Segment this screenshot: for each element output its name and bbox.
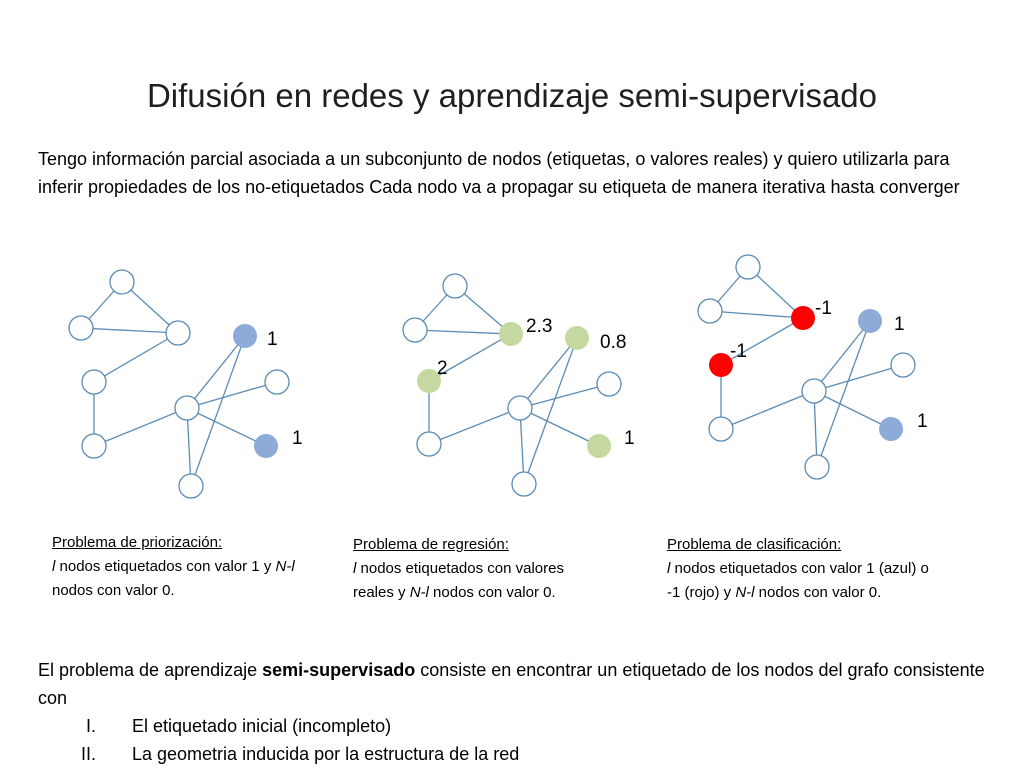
labeled-node-top-right: [233, 324, 257, 348]
graph-node: [82, 370, 106, 394]
graph-node: [709, 417, 733, 441]
node-label: 0.8: [600, 332, 627, 353]
graph-node: [417, 432, 441, 456]
caption-nl: N-l: [735, 584, 755, 601]
caption-text: nodos etiquetados con valor 1 (azul) o -1 (rojo) y: [667, 560, 929, 601]
caption-l: l: [667, 560, 671, 577]
graph-node: [736, 255, 760, 279]
caption-priorizacion: [52, 531, 297, 603]
graph-clasificacion: [690, 245, 950, 495]
list-item: [38, 712, 1018, 740]
intro-paragraph: Tengo información parcial asociada a un subconjunto de nodos (etiquetas, o valores reales) y quiero utilizarla para inferir propiedades de los no-etiquetados Cada nodo va a propagar su etiqueta de manera iterativa hasta converger: [38, 149, 960, 197]
graph-node: [891, 353, 915, 377]
labeled-node-top-right: [858, 309, 882, 333]
graph-node: [512, 472, 536, 496]
list-number: II.: [80, 744, 96, 764]
labeled-node-lower-right: [254, 434, 278, 458]
graph-node: [175, 396, 199, 420]
caption-text: nodos con valor 0.: [428, 584, 556, 601]
labeled-node-lower-right: [587, 434, 611, 458]
graph-node: [805, 455, 829, 479]
caption-title: Problema de regresión:: [353, 536, 509, 553]
graph-node: [698, 299, 722, 323]
list-number: I.: [85, 716, 96, 736]
caption-text: nodos etiquetados con valor 1 y: [55, 558, 276, 575]
node-label: 1: [917, 411, 928, 432]
node-label: 1: [624, 428, 635, 449]
caption-title: Problema de priorización:: [52, 534, 223, 551]
caption-text: nodos con valor 0.: [52, 582, 175, 599]
list-text: El etiquetado inicial (incompleto): [132, 716, 392, 736]
caption-nl: N-l: [409, 584, 429, 601]
graph-node: [110, 270, 134, 294]
conclusion: [38, 656, 1018, 768]
conclusion-text: El problema de aprendizaje: [38, 660, 263, 680]
labeled-node-triangle-right: [499, 322, 523, 346]
conclusion-paragraph: [38, 656, 1018, 712]
graph-priorizacion: [60, 260, 310, 510]
node-label: 1: [894, 314, 905, 335]
graph-node: [802, 379, 826, 403]
graph-node: [265, 370, 289, 394]
graph-regresion: [395, 260, 645, 510]
node-label: -1: [730, 341, 747, 362]
conclusion-bold: semi-supervisado: [262, 660, 416, 680]
caption-text: nodos con valor 0.: [754, 584, 882, 601]
graph-node: [179, 474, 203, 498]
list-text: La geometria inducida por la estructura de la red: [132, 744, 520, 764]
conclusion-text: consiste en encontrar un etiquetado de los nodos del grafo consistente con: [38, 660, 985, 708]
graph-node: [403, 318, 427, 342]
graph-node: [508, 396, 532, 420]
graph-node: [166, 321, 190, 345]
caption-text: nodos etiquetados con valores reales y: [353, 560, 564, 601]
caption-title: Problema de clasificación:: [667, 536, 842, 553]
node-label: -1: [815, 298, 832, 319]
node-label: 2.3: [526, 316, 553, 337]
list-item: [38, 740, 1018, 768]
graph-node: [443, 274, 467, 298]
node-label: 2: [437, 358, 448, 379]
graph-node: [597, 372, 621, 396]
node-label: 1: [292, 428, 303, 449]
graph-node: [69, 316, 93, 340]
caption-nl: N-l: [275, 558, 295, 575]
caption-l: l: [52, 558, 56, 575]
caption-regresion: [353, 533, 603, 605]
node-label: 1: [267, 329, 278, 350]
labeled-node-top-right: [565, 326, 589, 350]
caption-l: l: [353, 560, 357, 577]
slide-title: Difusión en redes y aprendizaje semi-supervisado: [146, 77, 878, 114]
labeled-node-triangle-right: [791, 306, 815, 330]
labeled-node-lower-right: [879, 417, 903, 441]
graph-node: [82, 434, 106, 458]
caption-clasificacion: [667, 533, 932, 605]
